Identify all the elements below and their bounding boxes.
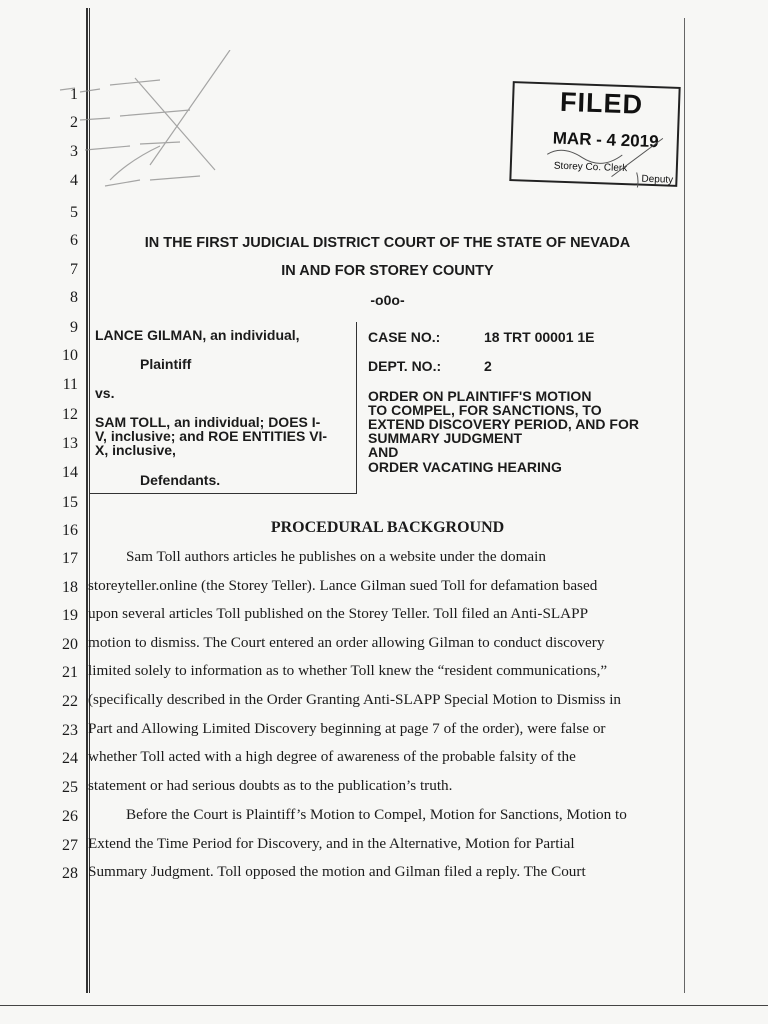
heading-separator: -o0o- bbox=[370, 292, 405, 308]
defendant-role: Defendants. bbox=[140, 472, 221, 488]
right-margin-rule bbox=[684, 18, 685, 993]
line-number: 26 bbox=[62, 808, 78, 825]
line-number: 27 bbox=[62, 837, 78, 854]
order-title-line: SUMMARY JUDGMENT bbox=[368, 430, 523, 446]
line-number: 22 bbox=[62, 693, 78, 710]
body-line: Extend the Time Period for Discovery, and in the Alternative, Motion for Partial bbox=[88, 835, 575, 852]
section-heading: PROCEDURAL BACKGROUND bbox=[270, 519, 505, 536]
filed-stamp-title: FILED bbox=[559, 86, 644, 120]
filed-stamp-deputy: Deputy bbox=[641, 173, 674, 186]
line-number: 17 bbox=[62, 550, 78, 567]
order-title-line: ORDER VACATING HEARING bbox=[368, 459, 562, 475]
line-number: 20 bbox=[62, 636, 78, 653]
body-line: whether Toll acted with a high degree of awareness of the probable falsity of the bbox=[88, 748, 576, 765]
dept-number-label: DEPT. NO.: bbox=[368, 358, 442, 374]
line-number: 5 bbox=[70, 204, 78, 221]
order-title-line: ORDER ON PLAINTIFF'S MOTION bbox=[368, 388, 592, 404]
filed-stamp-date: MAR - 4 2019 bbox=[552, 128, 659, 152]
defendant-line: SAM TOLL, an individual; DOES I- bbox=[95, 414, 321, 430]
line-number: 11 bbox=[62, 376, 78, 393]
defendant-line: X, inclusive, bbox=[95, 442, 176, 458]
line-number: 23 bbox=[62, 722, 78, 739]
case-number-label: CASE NO.: bbox=[368, 329, 441, 345]
caption-box-bottom-border bbox=[90, 493, 357, 494]
line-number: 10 bbox=[62, 347, 78, 364]
line-number: 8 bbox=[70, 289, 78, 306]
order-title-line: AND bbox=[368, 444, 399, 460]
line-number: 6 bbox=[70, 232, 78, 249]
body-line: limited solely to information as to whether Toll knew the “resident communications,” bbox=[88, 662, 608, 679]
order-title-line: TO COMPEL, FOR SANCTIONS, TO bbox=[368, 402, 602, 418]
body-line: upon several articles Toll published on the Storey Teller. Toll filed an Anti-SLAPP bbox=[88, 605, 589, 622]
dept-number-value: 2 bbox=[484, 358, 492, 374]
line-number: 13 bbox=[62, 435, 78, 452]
line-number: 3 bbox=[70, 143, 78, 160]
filed-stamp bbox=[509, 81, 680, 187]
caption-box-right-border bbox=[356, 322, 357, 494]
line-number: 16 bbox=[62, 522, 78, 539]
line-number: 14 bbox=[62, 464, 78, 481]
line-number: 25 bbox=[62, 779, 78, 796]
body-line: (specifically described in the Order Granting Anti-SLAPP Special Motion to Dismiss in bbox=[88, 691, 622, 708]
body-line: statement or had serious doubts as to the publication’s truth. bbox=[88, 777, 453, 794]
line-number: 24 bbox=[62, 750, 78, 767]
line-number: 18 bbox=[62, 579, 78, 596]
body-line: motion to dismiss. The Court entered an order allowing Gilman to conduct discovery bbox=[88, 634, 605, 651]
body-line: storeyteller.online (the Storey Teller). Lance Gilman sued Toll for defamation based bbox=[88, 577, 598, 594]
plaintiff-name: LANCE GILMAN, an individual, bbox=[95, 327, 300, 343]
order-title-line: EXTEND DISCOVERY PERIOD, AND FOR bbox=[368, 416, 639, 432]
line-number: 7 bbox=[70, 261, 78, 278]
received-stamp-scribble-icon bbox=[40, 50, 290, 200]
body-line: Summary Judgment. Toll opposed the motion and Gilman filed a reply. The Court bbox=[88, 863, 586, 880]
court-name-heading: IN THE FIRST JUDICIAL DISTRICT COURT OF THE STATE OF NEVADA bbox=[144, 235, 631, 251]
line-number: 4 bbox=[70, 172, 78, 189]
line-number: 15 bbox=[62, 494, 78, 511]
plaintiff-role: Plaintiff bbox=[140, 356, 192, 372]
body-line: Before the Court is Plaintiff’s Motion to Compel, Motion for Sanctions, Motion to bbox=[88, 806, 627, 823]
versus-label: vs. bbox=[95, 385, 115, 401]
defendant-line: V, inclusive; and ROE ENTITIES VI- bbox=[95, 428, 328, 444]
case-number-value: 18 TRT 00001 1E bbox=[484, 329, 595, 345]
line-number: 1 bbox=[70, 86, 78, 103]
line-number: 21 bbox=[62, 664, 78, 681]
body-line: Part and Allowing Limited Discovery beginning at page 7 of the order), were false or bbox=[88, 720, 606, 737]
line-number: 28 bbox=[62, 865, 78, 882]
line-number: 2 bbox=[70, 114, 78, 131]
line-number: 9 bbox=[70, 319, 78, 336]
line-number: 12 bbox=[62, 406, 78, 423]
body-line: Sam Toll authors articles he publishes on a website under the domain bbox=[88, 548, 546, 565]
line-number: 19 bbox=[62, 607, 78, 624]
county-heading: IN AND FOR STOREY COUNTY bbox=[281, 263, 494, 279]
clerk-signature-icon bbox=[541, 114, 673, 188]
bottom-rule bbox=[0, 1005, 768, 1006]
filed-stamp-clerk: Storey Co. Clerk bbox=[553, 160, 628, 175]
